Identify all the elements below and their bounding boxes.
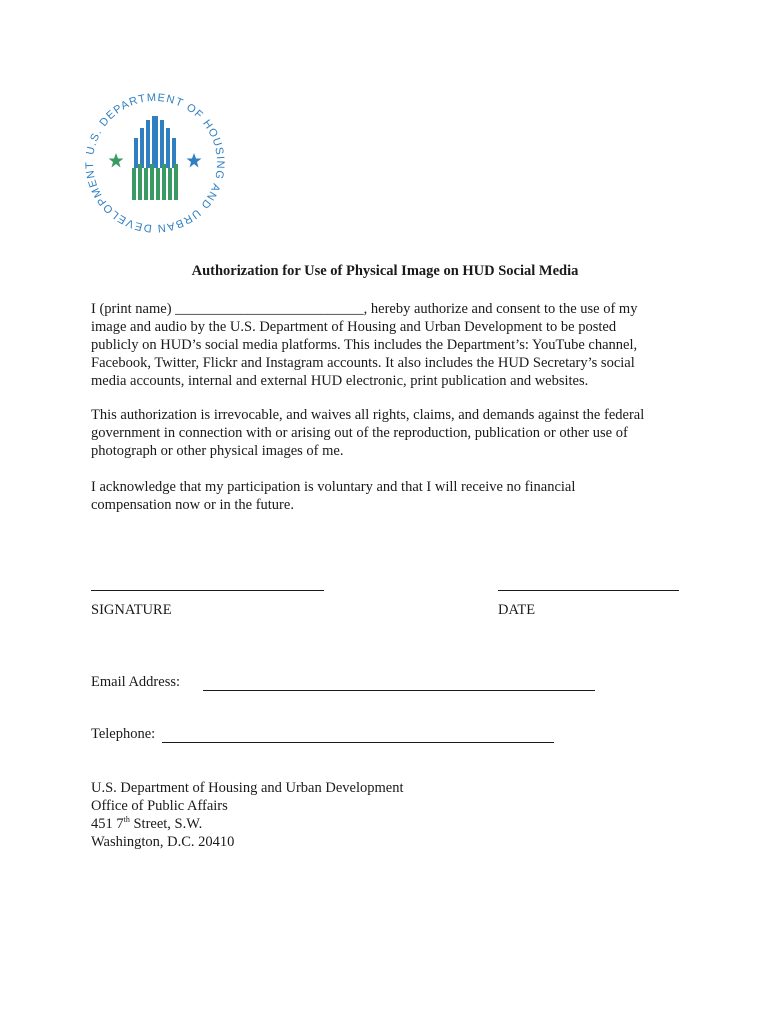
consent-paragraph — [91, 300, 691, 390]
email-label: Email Address: — [91, 674, 181, 690]
address-line-2: Office of Public Affairs — [91, 798, 228, 814]
date-line[interactable] — [498, 590, 679, 591]
consent-line: Facebook, Twitter, Flickr and Instagram accounts. It also includes the HUD Secretary’s social — [91, 355, 635, 371]
irrevocable-line: This authorization is irrevocable, and waives all rights, claims, and demands against the federal — [91, 407, 645, 423]
hud-seal-logo — [80, 88, 230, 238]
right-star-icon — [187, 153, 202, 168]
street-ordinal: th — [123, 815, 130, 825]
irrevocable-line: photograph or other physical images of me. — [91, 443, 344, 459]
telephone-label: Telephone: — [91, 726, 156, 742]
signature-label: SIGNATURE — [91, 602, 172, 618]
consent-line: image and audio by the U.S. Department of Housing and Urban Development to be posted — [91, 319, 617, 335]
irrevocable-line: government in connection with or arising out of the reproduction, publication or other use of — [91, 425, 628, 441]
document-title: Authorization for Use of Physical Image on HUD Social Media — [191, 263, 579, 279]
left-star-icon — [109, 153, 124, 168]
irrevocable-paragraph — [91, 406, 691, 460]
seal-ring-text: U.S. DEPARTMENT OF HOUSING AND URBAN DEVELOPMENT — [83, 91, 227, 235]
building-icon — [134, 116, 176, 168]
signature-line[interactable] — [91, 590, 324, 591]
street-number: 451 7 — [91, 816, 124, 832]
office-address — [91, 779, 404, 851]
acknowledge-paragraph — [91, 478, 691, 514]
street-name: Street, S.W. — [129, 816, 203, 832]
email-field-line[interactable] — [203, 690, 595, 691]
address-line-3 — [91, 815, 404, 833]
consent-line: media accounts, internal and external HUD electronic, print publication and websites. — [91, 373, 589, 389]
consent-line: I (print name) __________________________, hereby authorize and consent to the use of my — [91, 301, 638, 317]
telephone-field-line[interactable] — [162, 742, 554, 743]
consent-line: publicly on HUD’s social media platforms. This includes the Department’s: YouTube channel, — [91, 337, 638, 353]
address-line-4: Washington, D.C. 20410 — [91, 834, 235, 850]
acknowledge-line: I acknowledge that my participation is voluntary and that I will receive no financial — [91, 479, 576, 495]
address-line-1: U.S. Department of Housing and Urban Development — [91, 780, 404, 796]
building-base-icon — [132, 164, 178, 200]
acknowledge-line: compensation now or in the future. — [91, 497, 294, 513]
date-label: DATE — [498, 602, 536, 618]
